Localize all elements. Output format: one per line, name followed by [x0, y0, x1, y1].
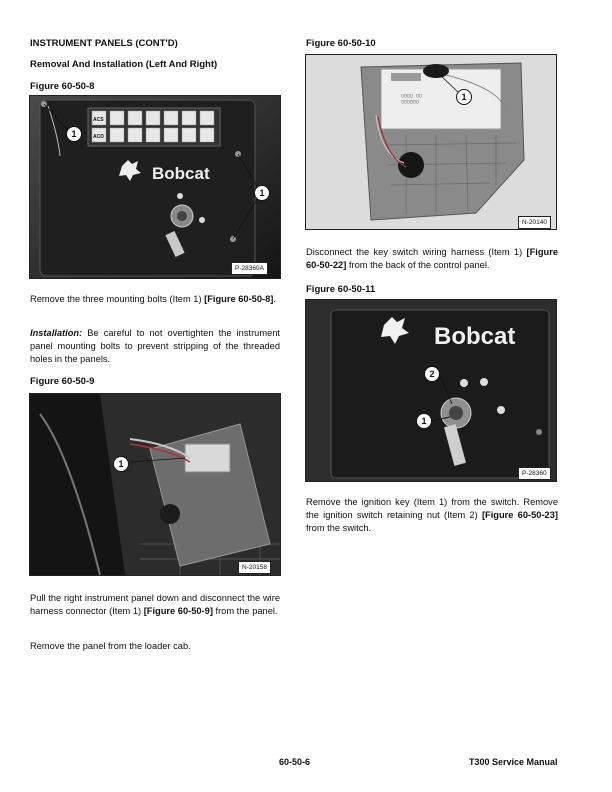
figure-reference: [Figure 60-50-22]	[306, 247, 558, 271]
callout-item-1: 1	[113, 456, 129, 472]
manual-title: T300 Service Manual	[469, 757, 558, 767]
callout-item-1: 1	[416, 413, 432, 429]
figure-label-60-50-10: Figure 60-50-10	[306, 38, 376, 49]
svg-text:▢▢▢▢▢▢: ▢▢▢▢▢▢	[401, 99, 420, 105]
callout-item-1: 1	[66, 126, 82, 142]
figure-60-50-11	[305, 299, 557, 482]
acs-switch-label: ACS	[93, 117, 104, 123]
photo-id-tag: N-20158	[238, 561, 271, 574]
paragraph-remove-key: Remove the ignition key (Item 1) from the switch. Remove the ignition switch retaining nut (Item 2) [Figure 60-50-23] from the switch.	[306, 497, 558, 534]
figure-60-50-9	[29, 393, 281, 576]
svg-text:▢▢▢▢ ▢▢: ▢▢▢▢ ▢▢	[401, 93, 423, 99]
subsection-title: Removal And Installation (Left And Right)	[30, 59, 218, 70]
figure-reference: [Figure 60-50-23]	[481, 510, 558, 521]
photo-id-tag: P-28360	[518, 467, 551, 480]
paragraph-installation-note: Installation: Be careful to not overtighten the instrument panel mounting bolts to prevent stripping of the threaded holes in the panels.	[30, 328, 280, 365]
figure-60-50-8	[29, 95, 281, 279]
acd-switch-label: ACD	[93, 134, 104, 140]
paragraph-disconnect-harness: Disconnect the key switch wiring harness (Item 1) [Figure 60-50-22] from the back of the control panel.	[306, 247, 558, 271]
installation-label: Installation:	[30, 328, 83, 338]
photo-id-tag: P-28360A	[231, 262, 268, 275]
figure-reference: [Figure 60-50-8]	[204, 294, 274, 304]
retaining-nut-icon	[449, 406, 463, 420]
section-title: INSTRUMENT PANELS (CONT'D)	[30, 38, 178, 49]
control-panel-back-photo	[306, 55, 556, 229]
ignition-switch-photo	[306, 300, 556, 481]
photo-id-tag: N-20140	[518, 216, 551, 229]
figure-label-60-50-11: Figure 60-50-11	[306, 284, 376, 295]
bobcat-brand-text: Bobcat	[152, 164, 210, 183]
figure-reference: [Figure 60-50-9]	[143, 606, 213, 617]
wire-harness-connector-icon	[185, 444, 230, 472]
page-number: 60-50-6	[279, 757, 311, 767]
callout-item-2: 2	[424, 366, 440, 382]
figure-label-60-50-8: Figure 60-50-8	[30, 81, 95, 92]
callout-item-1: 1	[254, 185, 270, 201]
bobcat-brand-text: Bobcat	[434, 323, 516, 350]
callout-item-1: 1	[456, 89, 472, 105]
figure-60-50-10	[305, 54, 557, 230]
instrument-panel-photo	[30, 96, 280, 278]
paragraph-pull-panel: Pull the right instrument panel down and disconnect the wire harness connector (Item 1) [Figure 60-50-9] from the panel.	[30, 593, 280, 617]
paragraph-remove-panel: Remove the panel from the loader cab.	[30, 641, 191, 651]
figure-label-60-50-9: Figure 60-50-9	[30, 376, 95, 387]
right-panel-wiring-photo	[30, 394, 280, 575]
paragraph-remove-bolts: Remove the three mounting bolts (Item 1) [Figure 60-50-8].	[30, 294, 276, 304]
